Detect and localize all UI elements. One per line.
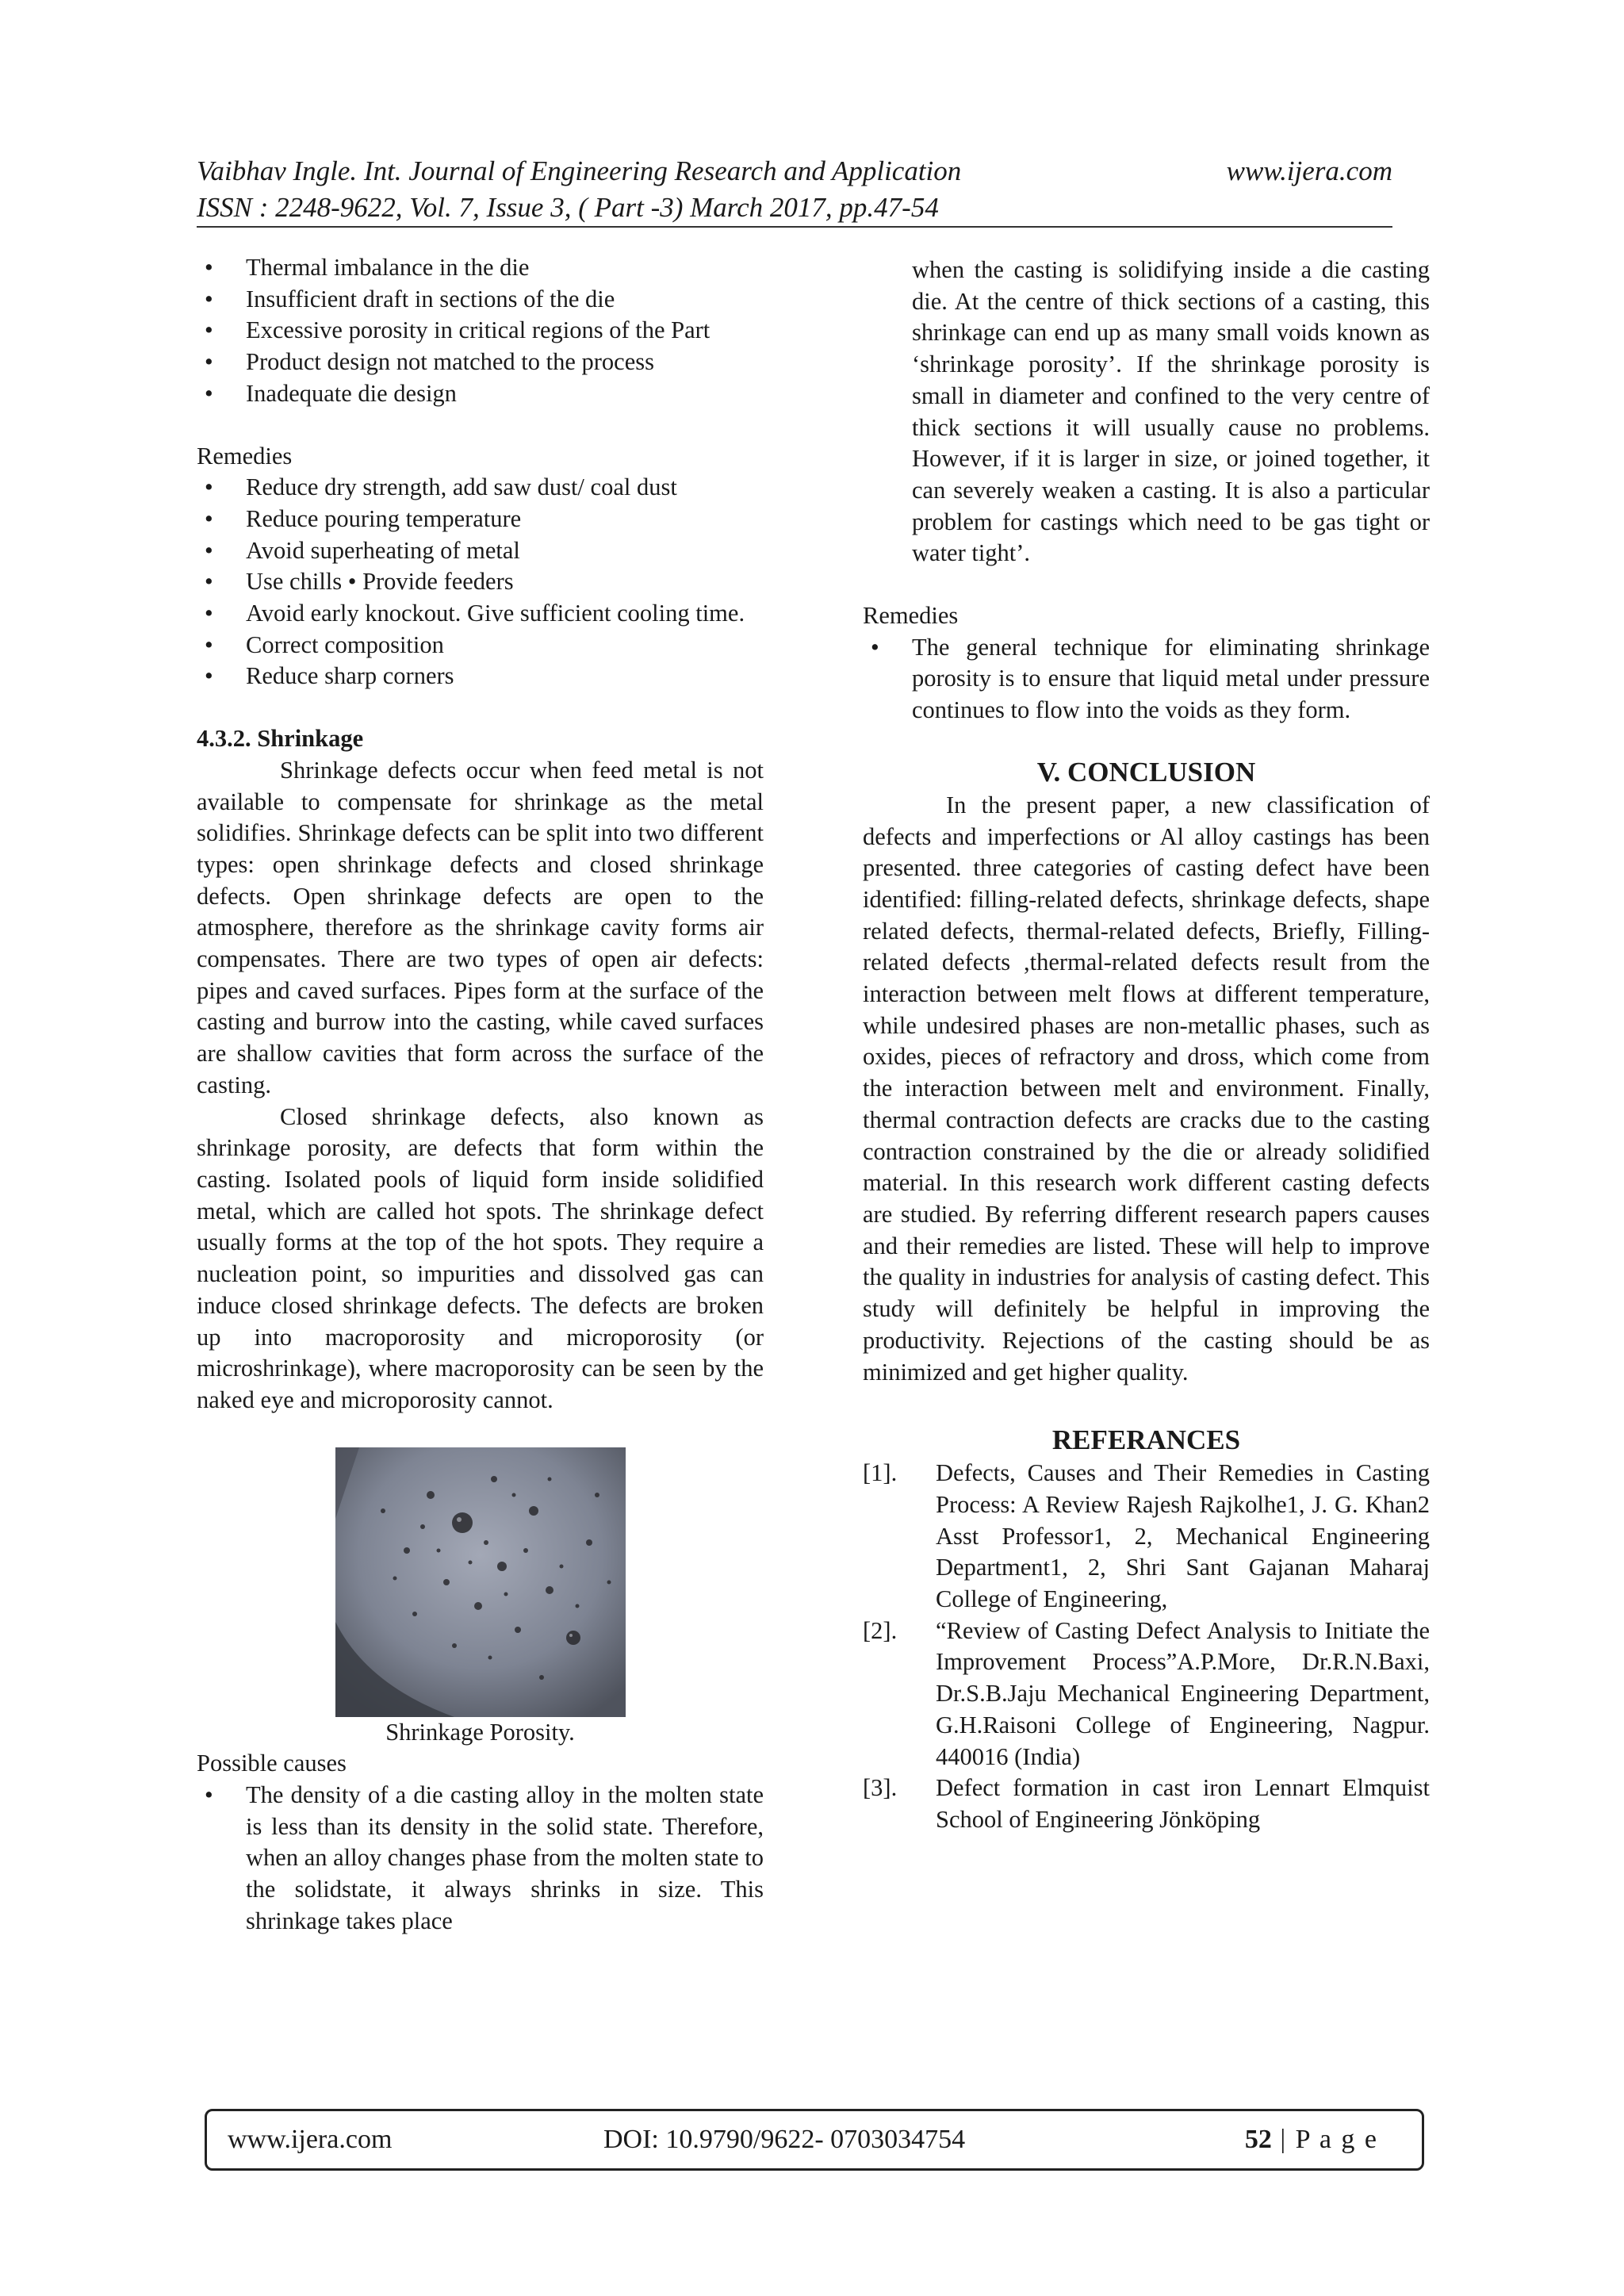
- paragraph: Closed shrinkage defects, also known as shrinkage porosity, are defects that form within the casting. Isolated pools of liquid form inside solidified metal, which are called hot spots. The shrinkage defect usually forms at the top of the hot spots. They require a nucleation point, so impurities and dissolved gas can induce closed shrinkage defects. The defects are broken up into macroporosity and microporosity (or microshrinkage), where macroporosity can be seen by the naked eye and microporosity cannot.: [197, 1102, 764, 1413]
- remedies-list: [863, 632, 1430, 726]
- reference-item: [863, 1773, 1430, 1835]
- list-item: • Excessive porosity in critical regions of the Part: [197, 315, 764, 347]
- page-footer: [205, 2109, 1424, 2171]
- list-item: • Correct composition: [197, 630, 764, 661]
- page-number-value: 52: [1244, 2125, 1272, 2154]
- list-item: • The general technique for eliminating shrinkage porosity is to ensure that liquid metal under pressure continues to flow into the voids as they form.: [863, 632, 1430, 726]
- left-column: [197, 252, 764, 1938]
- list-item: • Avoid superheating of metal: [197, 535, 764, 567]
- header-rule: [197, 226, 1392, 228]
- reference-number: [1].: [863, 1459, 898, 1487]
- list-item: • Insufficient draft in sections of the die: [197, 284, 764, 316]
- list-item: • Avoid early knockout. Give sufficient cooling time.: [197, 598, 764, 630]
- list-item: • Reduce pouring temperature: [197, 504, 764, 535]
- footer-doi: DOI: 10.9790/9622- 0703034754: [603, 2125, 966, 2154]
- journal-website[interactable]: www.ijera.com: [1226, 155, 1392, 186]
- references-list: [863, 1458, 1430, 1835]
- list-item: • Inadequate die design: [197, 378, 764, 410]
- list-item: • Product design not matched to the process: [197, 347, 764, 378]
- issn-line: ISSN : 2248-9622, Vol. 7, Issue 3, ( Part -3) March 2017, pp.47-54: [197, 192, 939, 223]
- paragraph: Shrinkage defects occur when feed metal is not available to compensate for shrinkage as the metal solidifies. Shrinkage defects can be split into two different types: open shrinkage defects and closed shrinkage defects. Open shrinkage defects are open to the atmosphere, therefore as the shrinkage cavity forms air compensates. There are two types of open air defects: pipes and caved surfaces. Pipes form at the surface of the casting and burrow into the casting, while caved surfaces are shallow cavities that form across the surface of the casting.: [197, 756, 764, 1098]
- section-heading: 4.3.2. Shrinkage: [197, 725, 364, 753]
- reference-text: Defect formation in cast iron Lennart Elmquist School of Engineering Jönköping: [936, 1774, 1430, 1833]
- conclusion-paragraph: In the present paper, a new classification of defects and imperfections or Al alloy castings has been presented. three categories of casting defect have been identified: filling-related defects, shrinkage defects, shape related defects, thermal-related defects, Briefly, Filling- related defects ,thermal-related defects result from the interaction between melt flows at different temperature, while undesired phases are non-metallic phases, such as oxides, pieces of refractory and dross, which come from the interaction between melt and environment. Finally, thermal contraction defects are cracks due to the casting contraction constrained by the die or already solidified material. In this research work different casting defects are studied. By referring different research papers causes and their remedies are listed. These will help to improve the quality in industries for analysis of casting defect. This study will definitely be helpful in improving the productivity. Rejections of the casting should be as minimized and get higher quality.: [863, 791, 1430, 1386]
- possible-causes-list: [197, 1780, 764, 1938]
- causes-list: [197, 252, 764, 410]
- remedies-label: Remedies: [197, 442, 293, 470]
- list-item: • The density of a die casting alloy in the molten state is less than its density in the solid state. Therefore, when an alloy changes phase from the molten state to the solidstate, it always shrinks in size. This shrinkage takes place: [197, 1780, 764, 1938]
- shrinkage-porosity-photo: [335, 1447, 626, 1717]
- footer-website[interactable]: www.ijera.com: [228, 2125, 393, 2154]
- conclusion-heading: V. CONCLUSION: [1036, 756, 1256, 788]
- reference-item: [863, 1616, 1430, 1773]
- remedies-label: Remedies: [863, 602, 959, 630]
- page-number: [1245, 2125, 1378, 2155]
- list-item: • Thermal imbalance in the die: [197, 252, 764, 284]
- reference-number: [2].: [863, 1616, 898, 1644]
- page-label: | P a g e: [1271, 2125, 1378, 2154]
- reference-item: [863, 1458, 1430, 1616]
- list-item: • Reduce dry strength, add saw dust/ coal dust: [197, 472, 764, 504]
- reference-text: “Review of Casting Defect Analysis to Initiate the Improvement Process”A.P.More, Dr.R.N.Baxi, Dr.S.B.Jaju Mechanical Engineering Department, G.H.Raisoni College of Engineering, Nagpur. 440016 (India): [936, 1616, 1430, 1770]
- possible-causes-label: Possible causes: [197, 1750, 347, 1777]
- list-item: • Reduce sharp corners: [197, 661, 764, 692]
- paragraph: when the casting is solidifying inside a die casting die. At the centre of thick sections of a casting, this shrinkage can end up as many small voids known as ‘shrinkage porosity’. If the shrinkage porosity is small in diameter and confined to the very centre of thick sections it will usually cause no problems. However, if it is larger in size, or joined together, it can severely weaken a casting. It is also a particular problem for castings which need to be gas tight or water tight’.: [912, 256, 1430, 567]
- references-heading: REFERANCES: [1051, 1424, 1241, 1456]
- right-column: [863, 255, 1430, 1836]
- list-item: • Use chills • Provide feeders: [197, 566, 764, 598]
- running-header: [197, 153, 1392, 226]
- reference-text: Defects, Causes and Their Remedies in Casting Process: A Review Rajesh Rajkolhe1, J. G. Khan2 Asst Professor1, 2, Mechanical Engineering Department1, 2, Shri Sant Gajanan Maharaj College of Engineering,: [936, 1459, 1430, 1613]
- reference-number: [3].: [863, 1774, 898, 1802]
- journal-citation: Vaibhav Ingle. Int. Journal of Engineering Research and Application: [197, 155, 962, 186]
- figure: [197, 1447, 764, 1749]
- remedies-list: [197, 472, 764, 692]
- figure-caption: Shrinkage Porosity.: [385, 1718, 575, 1746]
